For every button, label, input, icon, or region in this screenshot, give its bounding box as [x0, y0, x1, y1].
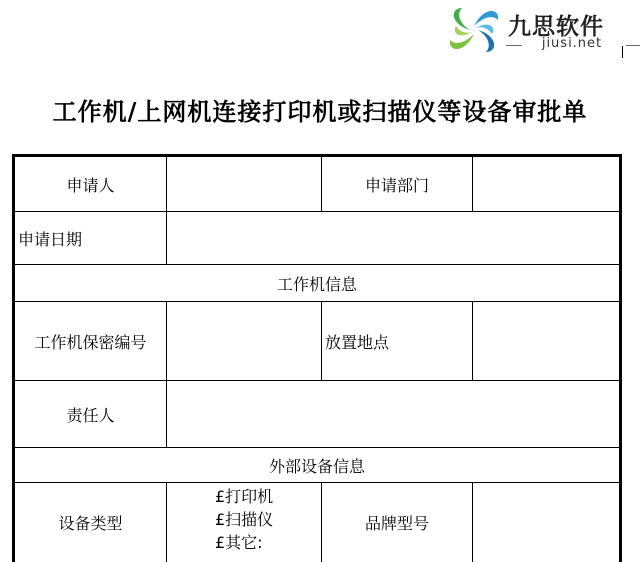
jiusi-swirl-icon: [444, 2, 504, 58]
location-label: 放置地点: [325, 332, 390, 352]
option-other-checkbox[interactable]: £其它:: [215, 533, 263, 552]
table-border-right: [619, 154, 622, 562]
option-scanner-checkbox[interactable]: £扫描仪: [215, 510, 274, 529]
device-type-label: 设备类型: [58, 514, 123, 533]
department-label: 申请部门: [364, 175, 429, 195]
brand-label: 品牌型号: [364, 514, 429, 533]
applicant-field[interactable]: [167, 157, 321, 211]
department-field[interactable]: [473, 157, 619, 211]
brand-logo: [444, 2, 640, 58]
security-no-label: 工作机保密编号: [34, 332, 147, 352]
brand-field[interactable]: [473, 483, 619, 562]
workstation-section-header: 工作机信息: [276, 274, 357, 294]
col-divider: [166, 482, 167, 562]
document-title: 工作机/上网机连接打印机或扫描仪等设备审批单: [52, 97, 588, 126]
device-type-options: [215, 485, 321, 561]
location-field[interactable]: [473, 302, 619, 380]
date-label: 申请日期: [18, 229, 83, 249]
security-no-field[interactable]: [167, 302, 321, 380]
option-printer-checkbox[interactable]: £打印机: [215, 487, 274, 506]
applicant-label: 申请人: [66, 175, 115, 195]
logo-url: jiusi.net: [508, 36, 636, 51]
external-section-header: 外部设备信息: [268, 456, 365, 476]
date-field[interactable]: [167, 212, 619, 264]
corner-mark: [622, 46, 623, 58]
responsible-label: 责任人: [66, 405, 115, 425]
logo-name: 九思软件: [508, 14, 604, 40]
responsible-field[interactable]: [167, 381, 619, 447]
